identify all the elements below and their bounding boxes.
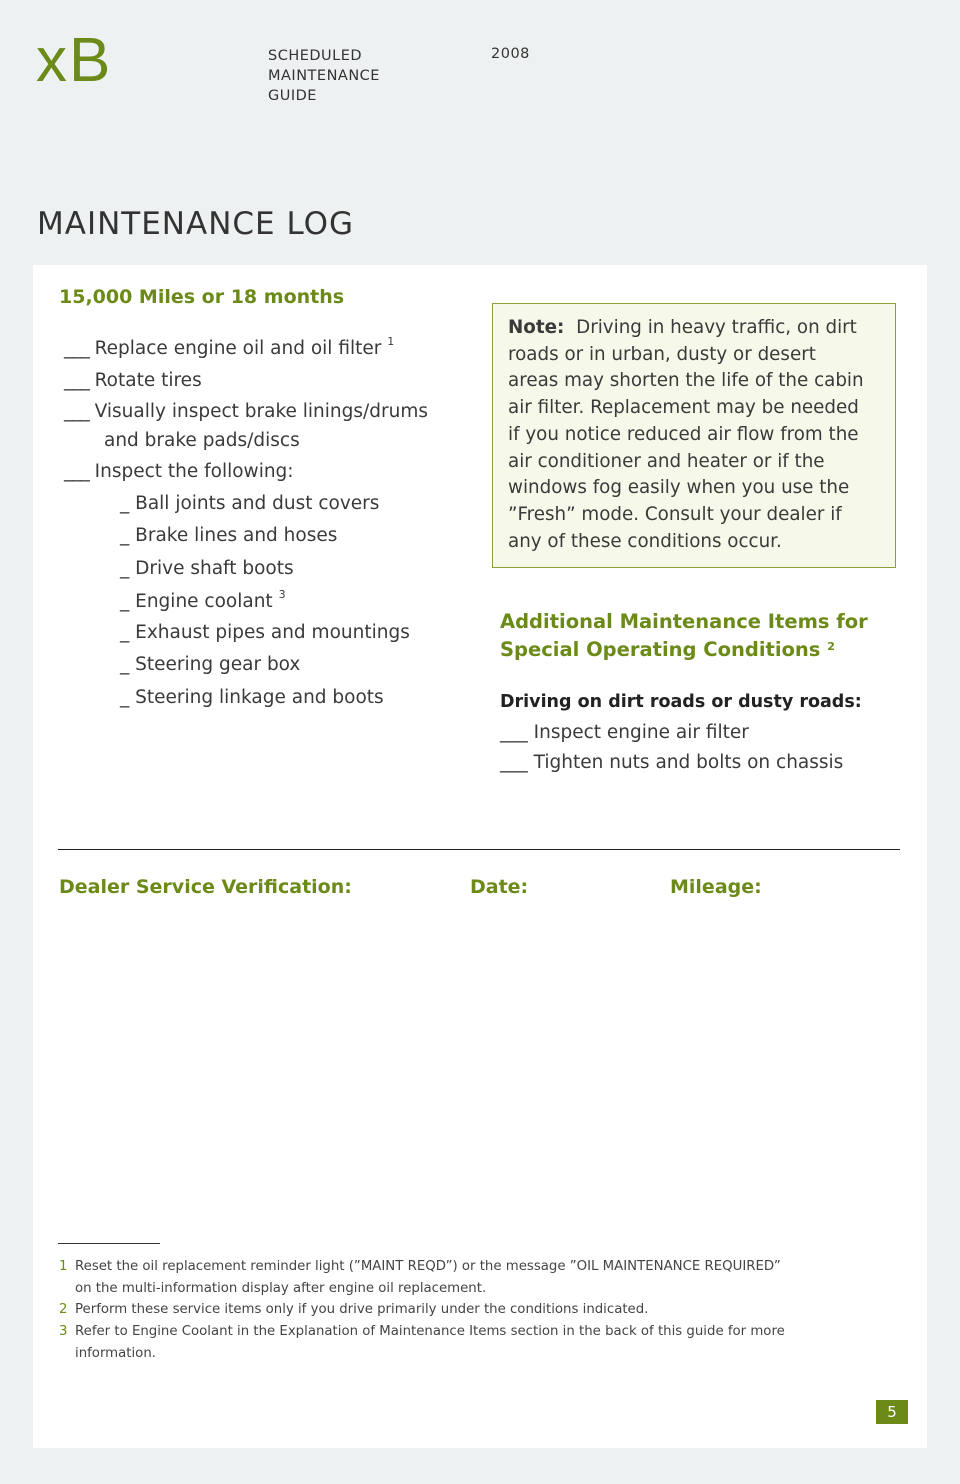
subtask-text: Steering gear box <box>135 654 301 675</box>
subtask-marker: _ <box>120 687 130 708</box>
footnote <box>59 1299 889 1321</box>
subtask-marker: _ <box>120 493 130 514</box>
task-blank: ___ <box>64 338 89 359</box>
footnote <box>59 1256 889 1299</box>
subtask-text: Brake lines and hoses <box>135 525 338 546</box>
task-continuation: and brake pads/discs <box>104 430 300 451</box>
note-line: areas may shorten the life of the cabin <box>508 370 864 392</box>
brand-logo: xB <box>36 26 113 95</box>
footnote-ref: 2 <box>827 640 835 653</box>
condition-text: Tighten nuts and bolts on chassis <box>533 752 844 773</box>
footnote-line: on the multi-information display after engine oil replacement. <box>75 1280 487 1296</box>
page-number: 5 <box>876 1400 908 1424</box>
task-item <box>64 335 395 359</box>
task-text: Visually inspect brake linings/drums <box>94 401 428 422</box>
task-blank: ___ <box>64 370 89 391</box>
footnote-ref: 3 <box>278 588 286 601</box>
subtask-item <box>120 622 410 643</box>
divider-line <box>58 849 900 850</box>
task-blank: ___ <box>500 752 528 773</box>
note-line: ”Fresh” mode. Consult your dealer if <box>508 503 842 525</box>
guide-title <box>268 46 380 106</box>
note-text: Driving in heavy traffic, on dirt <box>576 317 857 338</box>
footnote-ref: 1 <box>387 335 395 348</box>
additional-title-line: Additional Maintenance Items for <box>500 610 868 633</box>
condition-item <box>500 722 749 743</box>
condition-item <box>500 752 843 773</box>
subtask-item <box>120 588 286 612</box>
note-label: Note: <box>508 317 565 338</box>
interval-title: 15,000 Miles or 18 months <box>59 286 345 308</box>
subtask-text: Engine coolant <box>135 591 273 612</box>
task-blank: ___ <box>64 461 89 482</box>
note-line: air filter. Replacement may be needed <box>508 397 859 419</box>
guide-year: 2008 <box>491 46 530 62</box>
additional-title-line: Special Operating Conditions $^2$ <box>500 638 835 661</box>
task-text: Rotate tires <box>94 370 202 391</box>
note-line: if you notice reduced air flow from the <box>508 423 859 445</box>
note-line: windows fog easily when you use the <box>508 477 850 499</box>
footnote <box>59 1321 889 1364</box>
task-blank: ___ <box>64 401 89 422</box>
subtask-item <box>120 558 294 579</box>
subtask-text: Exhaust pipes and mountings <box>135 622 410 643</box>
subtask-marker: _ <box>120 591 130 612</box>
footnote-number: 3 <box>59 1324 68 1339</box>
footnote-divider <box>58 1243 160 1244</box>
note-line: any of these conditions occur. <box>508 530 782 552</box>
footnote-line: 1 Reset the oil replacement reminder light (”MAINT REQD”) or the message ”OIL MAINTENANCE REQUIRED” <box>59 1256 889 1278</box>
subtask-item <box>120 525 337 546</box>
condition-text: Inspect engine air filter <box>533 722 749 743</box>
footnote-line: information. <box>75 1345 156 1361</box>
subtask-marker: _ <box>120 622 130 643</box>
subtask-item <box>120 687 384 708</box>
subtask-text: Drive shaft boots <box>135 558 294 579</box>
subtask-marker: _ <box>120 654 130 675</box>
subtask-text: Ball joints and dust covers <box>135 493 380 514</box>
task-item <box>64 370 202 391</box>
note-line: roads or in urban, dusty or desert <box>508 343 816 365</box>
mileage-label: Mileage: <box>670 876 762 898</box>
note-line <box>508 315 895 342</box>
task-blank: ___ <box>500 722 528 743</box>
guide-title-line: GUIDE <box>268 88 317 104</box>
footnote-line: 3 Refer to Engine Coolant in the Explanation of Maintenance Items section in the back of this guide for more <box>59 1321 889 1343</box>
guide-title-line: SCHEDULED <box>268 48 363 64</box>
additional-items-title <box>500 608 868 664</box>
task-text: Replace engine oil and oil filter <box>94 338 382 359</box>
dealer-verification-label: Dealer Service Verification: <box>59 876 352 898</box>
subtask-marker: _ <box>120 558 130 579</box>
subtask-text: Steering linkage and boots <box>135 687 384 708</box>
task-item <box>64 401 428 422</box>
note-box <box>492 303 896 568</box>
subtask-item <box>120 654 300 675</box>
date-label: Date: <box>470 876 529 898</box>
footnote-line: 2 Perform these service items only if you drive primarily under the conditions indicated. <box>59 1299 889 1321</box>
subtask-item <box>120 493 379 514</box>
page-title: MAINTENANCE LOG <box>37 206 355 242</box>
condition-heading: Driving on dirt roads or dusty roads: <box>500 692 862 712</box>
subtask-marker: _ <box>120 525 130 546</box>
footnote-number: 1 <box>59 1259 68 1274</box>
guide-title-line: MAINTENANCE <box>268 68 380 84</box>
task-item <box>64 461 294 482</box>
note-line: air conditioner and heater or if the <box>508 450 825 472</box>
task-text: Inspect the following: <box>94 461 294 482</box>
footnote-number: 2 <box>59 1302 68 1317</box>
